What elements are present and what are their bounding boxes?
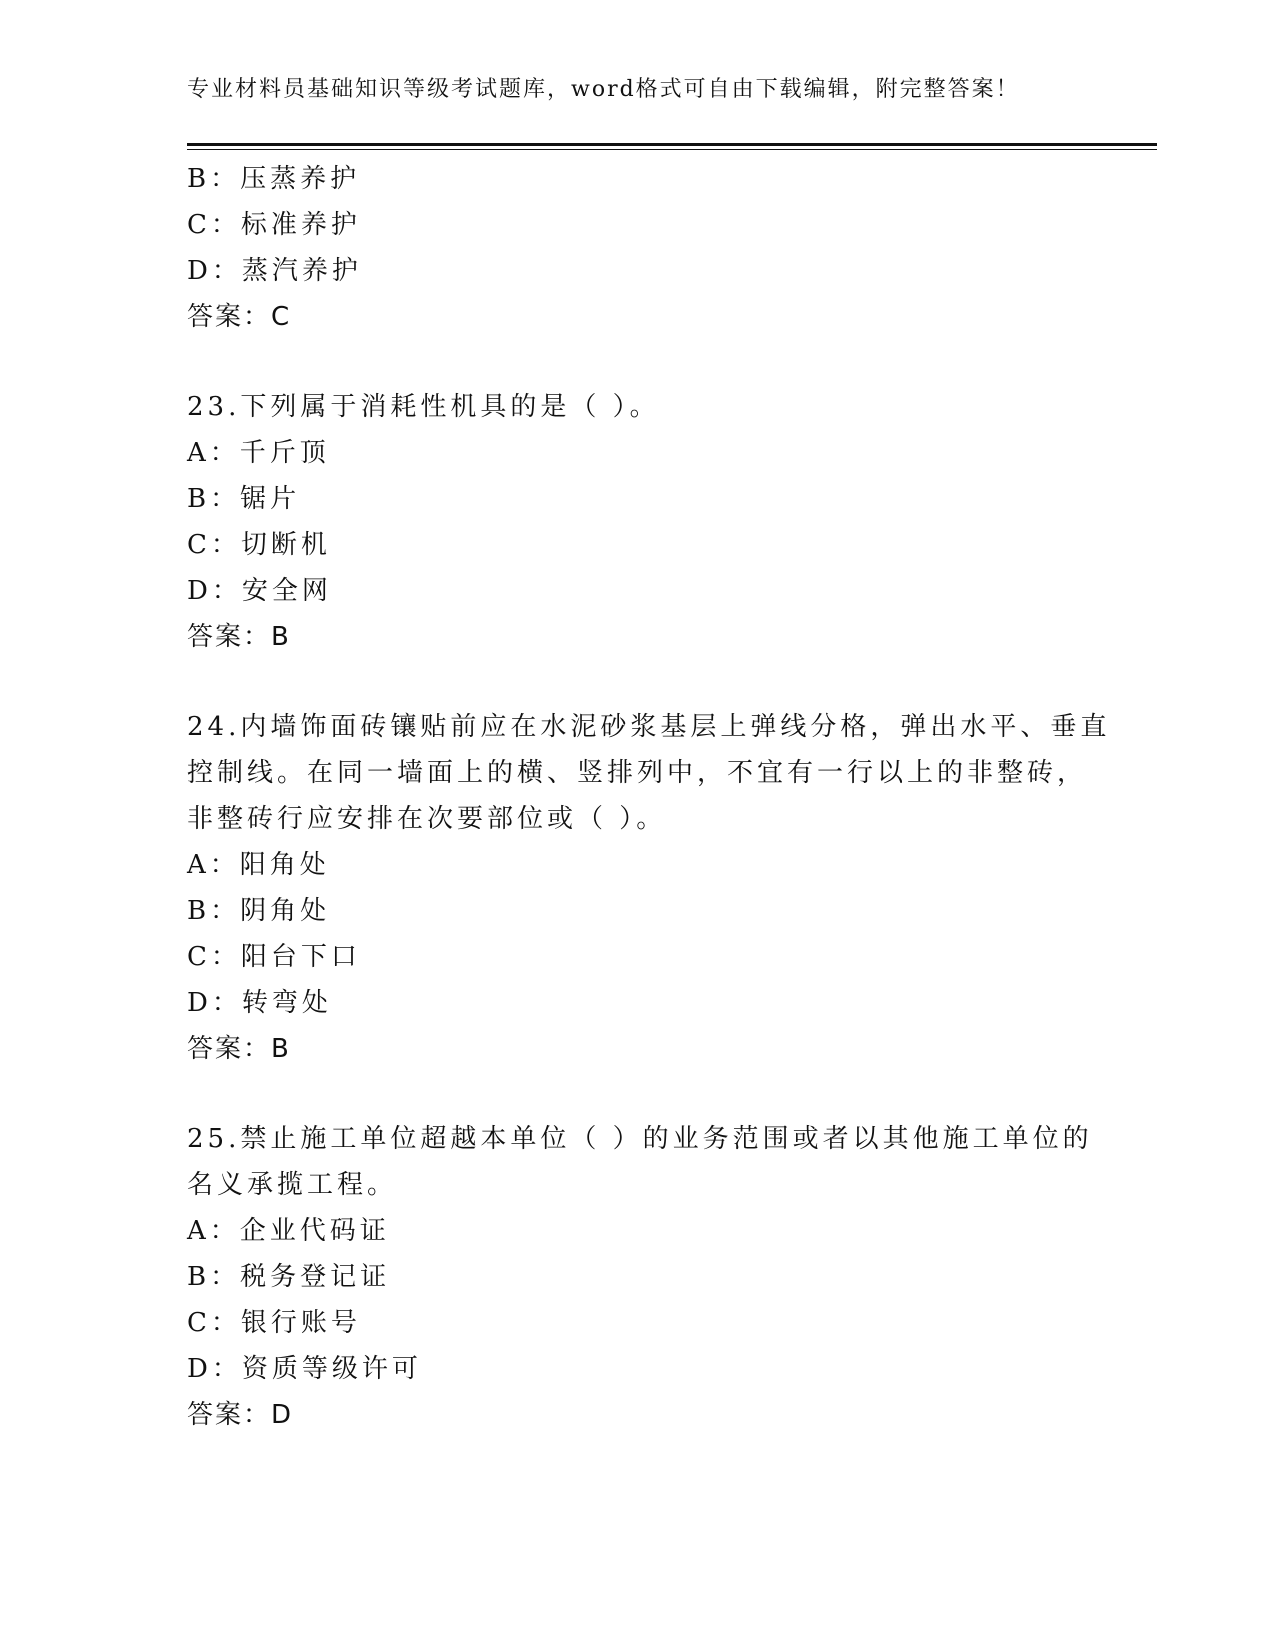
question-24 [187, 704, 1147, 1072]
answer: 答案：D [187, 1400, 294, 1430]
answer: 答案：B [187, 622, 291, 652]
option: B：阴角处 [187, 896, 331, 926]
question-list [187, 156, 1147, 1438]
question-stem: 25.禁止施工单位超越本单位（ ）的业务范围或者以其他施工单位的 [187, 1124, 1093, 1154]
question-stem: 23.下列属于消耗性机具的是（ ）。 [187, 392, 660, 422]
option: C：标准养护 [187, 210, 361, 240]
question-stem: 控制线。在同一墙面上的横、竖排列中，不宜有一行以上的非整砖， [187, 758, 1088, 788]
option: D：资质等级许可 [187, 1354, 422, 1384]
header-rule-thin [187, 149, 1157, 150]
option: D：蒸汽养护 [187, 256, 362, 286]
option: A：企业代码证 [187, 1216, 390, 1246]
option: A：千斤顶 [187, 438, 330, 468]
answer: 答案：B [187, 1034, 291, 1064]
question-stem: 名义承揽工程。 [187, 1170, 398, 1200]
continued-question [187, 156, 1147, 340]
page-header: 专业材料员基础知识等级考试题库，word格式可自由下载编辑，附完整答案！ [187, 77, 1020, 102]
question-stem: 非整砖行应安排在次要部位或（ ）。 [187, 804, 667, 834]
spacer [187, 1072, 1147, 1116]
spacer [187, 340, 1147, 384]
option: B：锯片 [187, 484, 301, 514]
option: C：阳台下口 [187, 942, 361, 972]
option: C：银行账号 [187, 1308, 361, 1338]
answer: 答案：C [187, 302, 292, 332]
question-23 [187, 384, 1147, 660]
header-rule-thick [187, 143, 1157, 146]
option: A：阳角处 [187, 850, 330, 880]
option: B：压蒸养护 [187, 164, 361, 194]
option: D：安全网 [187, 576, 332, 606]
question-stem: 24.内墙饰面砖镶贴前应在水泥砂浆基层上弹线分格，弹出水平、垂直 [187, 712, 1111, 742]
question-25 [187, 1116, 1147, 1438]
spacer [187, 660, 1147, 704]
option: B：税务登记证 [187, 1262, 391, 1292]
option: D：转弯处 [187, 988, 332, 1018]
option: C：切断机 [187, 530, 331, 560]
